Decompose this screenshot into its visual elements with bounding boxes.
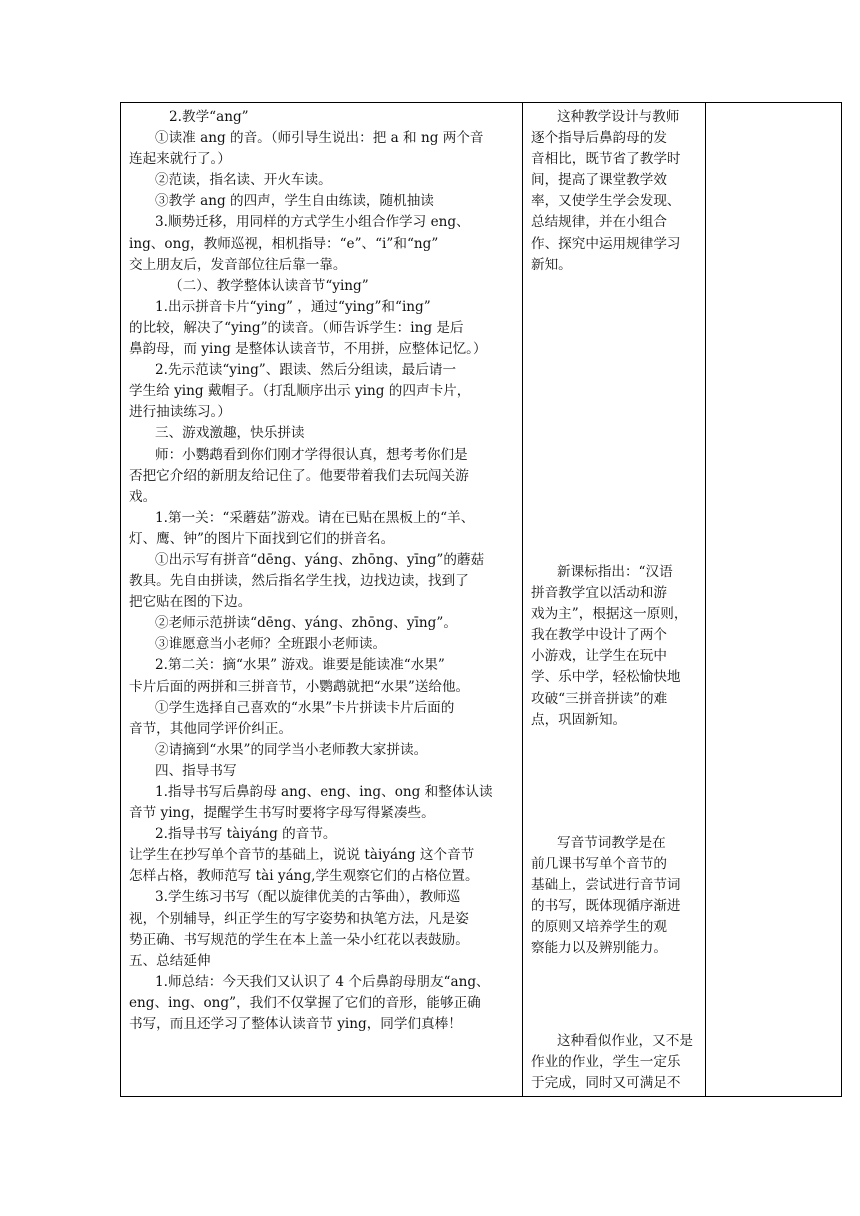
text-line: 1.师总结：今天我们又认识了 4 个后鼻韵母朋友“ang、 bbox=[155, 973, 490, 990]
comment-line: 的原则又培养学生的观 bbox=[531, 919, 667, 936]
comment-line: 作、探究中运用规律学习 bbox=[531, 235, 681, 252]
text-line: 视，个别辅导，纠正学生的写字姿势和执笔方法，凡是姿 bbox=[129, 910, 469, 927]
comment-block-3 bbox=[531, 833, 701, 960]
text-line: 戏。 bbox=[129, 488, 157, 505]
comment-line: 于完成，同时又可满足不 bbox=[531, 1075, 681, 1092]
text-line: ③谁愿意当小老师？全班跟小老师读。 bbox=[155, 636, 387, 653]
text-line: 学生给 ying 戴帽子。（打乱顺序出示 ying 的四声卡片， bbox=[129, 383, 471, 400]
comment-line: 小游戏，让学生在玩中 bbox=[531, 648, 667, 665]
comment-line: 音相比，既节省了教学时 bbox=[531, 151, 681, 168]
text-line: 鼻韵母，而 ying 是整体认读音节，不用拼，应整体记忆。） bbox=[129, 341, 487, 358]
section-heading: （二）、教学整体认读音节“ying” bbox=[169, 277, 369, 294]
lesson-plan-table bbox=[120, 102, 842, 1097]
text-line: 1.出示拼音卡片“ying” ，通过“ying”和“ing” bbox=[155, 298, 431, 315]
text-line: 势正确、书写规范的学生在本上盖一朵小红花以表鼓励。 bbox=[129, 931, 469, 948]
text-line: 音节 ying，提醒学生书写时要将字母写得紧凑些。 bbox=[129, 805, 435, 822]
comment-line: 戏为主”，根据这一原则， bbox=[531, 606, 688, 623]
text-line: 灯、鹰、钟”的图片下面找到它们的拼音名。 bbox=[129, 530, 395, 547]
comment-line: 点，巩固新知。 bbox=[531, 711, 627, 728]
comment-line: 这种看似作业，又不是 bbox=[557, 1033, 693, 1049]
comment-line: 这种教学设计与教师 bbox=[557, 109, 680, 125]
text-line: 教具。先自由拼读，然后指名学生找，边找边读，找到了 bbox=[129, 573, 469, 590]
text-line: eng、ing、ong”，我们不仅掌握了它们的音形，能够正确 bbox=[129, 994, 481, 1011]
comment-block-1 bbox=[531, 107, 701, 276]
text-line: 怎样占格，教师范写 tài yáng,学生观察它们的占格位置。 bbox=[129, 868, 479, 885]
text-line: 连起来就行了。） bbox=[129, 151, 231, 168]
text-line: ing、ong，教师巡视，相机指导：“e”、“i”和“ng” bbox=[129, 235, 439, 252]
comment-line: 率，又使学生学会发现、 bbox=[531, 193, 681, 210]
text-line: 书写，而且还学习了整体认读音节 ying，同学们真棒！ bbox=[129, 1016, 462, 1033]
text-line: 否把它介绍的新朋友给记住了。他要带着我们去玩闯关游 bbox=[129, 467, 469, 484]
text-line: 进行抽读练习。） bbox=[129, 404, 231, 421]
section-heading: 三、游戏激趣，快乐拼读 bbox=[155, 425, 305, 442]
text-line: 2.指导书写 tàiyáng 的音节。 bbox=[155, 826, 337, 843]
column-divider bbox=[705, 103, 706, 1096]
section-heading: 四、指导书写 bbox=[155, 762, 237, 779]
text-line: 师：小鹦鹉看到你们刚才学得很认真，想考考你们是 bbox=[155, 446, 468, 463]
text-line: ②范读，指名读、开火车读。 bbox=[155, 172, 332, 189]
comment-line: 攻破“三拼音拼读”的难 bbox=[531, 690, 668, 707]
text-line: 3.顺势迁移，用同样的方式学生小组合作学习 eng、 bbox=[155, 214, 470, 231]
text-line: 1.指导书写后鼻韵母 ang、eng、ing、ong 和整体认读 bbox=[155, 784, 493, 800]
design-intent-column bbox=[531, 107, 701, 1096]
text-line: 把它贴在图的下边。 bbox=[129, 594, 252, 611]
text-line: 卡片后面的两拼和三拼音节，小鹦鹉就把“水果”送给他。 bbox=[129, 678, 470, 695]
text-line: 交上朋友后，发音部位往后靠一靠。 bbox=[129, 256, 347, 273]
text-line: 1.第一关：“采蘑菇”游戏。请在已贴在黑板上的“羊、 bbox=[155, 509, 475, 526]
comment-line: 的书写，既体现循序渐进 bbox=[531, 898, 681, 915]
comment-line: 拼音教学宜以活动和游 bbox=[531, 585, 667, 602]
text-line: 让学生在抄写单个音节的基础上，说说 tàiyáng 这个音节 bbox=[129, 847, 475, 864]
text-line: ③教学 ang 的四声，学生自由练读，随机抽读 bbox=[155, 193, 434, 210]
text-line: 3.学生练习书写（配以旋律优美的古筝曲），教师巡 bbox=[155, 889, 461, 906]
column-divider bbox=[522, 103, 523, 1096]
text-line: 2.教学“ang” bbox=[169, 109, 249, 125]
section-heading: 五、总结延伸 bbox=[129, 952, 211, 969]
comment-block-2 bbox=[531, 562, 701, 731]
text-line: 2.第二关：摘“水果” 游戏。谁要是能读准“水果” bbox=[155, 657, 445, 674]
comment-line: 察能力以及辨别能力。 bbox=[531, 940, 667, 957]
text-line: 的比较，解决了“ying”的读音。（师告诉学生：ing 是后 bbox=[129, 319, 464, 336]
comment-line: 新知。 bbox=[531, 256, 572, 273]
comment-line: 基础上，尝试进行音节词 bbox=[531, 877, 681, 894]
text-line: ①学生选择自己喜欢的“水果”卡片拼读卡片后面的 bbox=[155, 699, 455, 716]
teaching-process-column bbox=[129, 107, 521, 1096]
comment-line: 写音节词教学是在 bbox=[557, 835, 666, 851]
text-line: 音节，其他同学评价纠正。 bbox=[129, 720, 293, 737]
comment-line: 前几课书写单个音节的 bbox=[531, 856, 667, 873]
text-line: ②请摘到“水果”的同学当小老师教大家拼读。 bbox=[155, 741, 428, 758]
comment-block-4 bbox=[531, 1031, 701, 1094]
comment-line: 总结规律，并在小组合 bbox=[531, 214, 667, 231]
text-line: 2.先示范读“ying”、跟读、然后分组读，最后请一 bbox=[155, 362, 457, 379]
comment-line: 学、乐中学，轻松愉快地 bbox=[531, 669, 681, 686]
comment-line: 逐个指导后鼻韵母的发 bbox=[531, 130, 667, 147]
comment-line: 我在教学中设计了两个 bbox=[531, 627, 667, 644]
text-line: ②老师示范拼读“dēng、yáng、zhōng、yīng”。 bbox=[155, 615, 457, 632]
comment-line: 新课标指出：“汉语 bbox=[557, 564, 673, 580]
text-line: ①出示写有拼音“dēng、yáng、zhōng、yīng”的蘑菇 bbox=[155, 551, 485, 568]
comment-line: 作业的作业，学生一定乐 bbox=[531, 1054, 681, 1071]
comment-line: 间，提高了课堂教学效 bbox=[531, 172, 667, 189]
text-line: ①读准 ang 的音。（师引导生说出：把 a 和 ng 两个音 bbox=[155, 130, 484, 147]
